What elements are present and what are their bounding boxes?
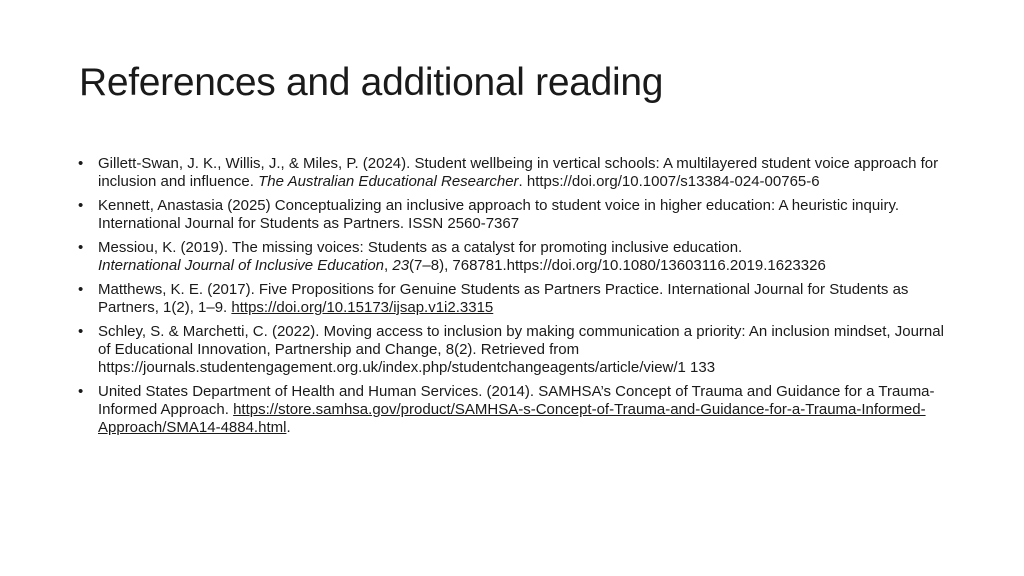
reference-doi-link[interactable]: https://doi.org/10.15173/ijsap.v1i2.3315 [231,299,494,316]
reference-text [98,155,958,191]
bullet-icon: • [78,239,84,256]
reference-item [78,323,958,377]
reference-doi: (7–8), 768781.https://doi.org/10.1080/13603116.2019.1623326 [409,257,826,274]
reference-item [78,239,958,275]
bullet-icon: • [78,155,84,172]
reference-citation: Matthews, K. E. (2017). Five Propositions for Genuine Students as Partners Practice. International Journal for Students as Partners, 1(2), 1–9. [98,281,909,316]
reference-text [98,239,958,275]
bullet-icon: • [78,281,84,298]
reference-citation: Gillett-Swan, J. K., Willis, J., & Miles, P. (2024). Student wellbeing in vertical schools: A multilayered student voice approach for inclusion and influence. [98,155,939,190]
reference-text: Schley, S. & Marchetti, C. (2022). Moving access to inclusion by making communication a priority: An inclusion mindset, Journal of Educational Innovation, Partnership and Change, 8(2). Retrieved from https://journals.studentengagement.org.uk/index.php/studentchangeagents/article/view/1 133 [98,323,944,376]
reference-journal: International Journal of Inclusive Education [98,257,385,274]
reference-end: . [286,419,291,436]
reference-separator: , [384,257,393,274]
reference-doi: . https://doi.org/10.1007/s13384-024-00765-6 [518,173,820,190]
bullet-icon: • [78,197,84,214]
bullet-icon: • [78,383,84,400]
reference-citation: Messiou, K. (2019). The missing voices: Students as a catalyst for promoting inclusive education. [98,239,743,256]
reference-journal: The Australian Educational Researcher [258,173,519,190]
bullet-icon: • [78,323,84,340]
reference-volume: 23 [392,257,410,274]
reference-text: Kennett, Anastasia (2025) Conceptualizing an inclusive approach to student voice in higher education: A heuristic inquiry. International Journal for Students as Partners. ISSN 2560-7367 [98,197,900,232]
references-list [78,155,958,443]
reference-item [78,383,958,437]
reference-item [78,197,958,233]
reference-url-link[interactable]: https://store.samhsa.gov/product/SAMHSA-s-Concept-of-Trauma-and-Guidance-for-a-Trauma-Informed-Approach/SMA14-4884.html [98,401,926,436]
slide-title: References and additional reading [79,61,664,104]
reference-item [78,155,958,191]
reference-text [98,383,958,437]
reference-text [98,281,958,317]
reference-item [78,281,958,317]
reference-citation: United States Department of Health and Human Services. (2014). SAMHSA’s Concept of Trauma and Guidance for a Trauma-Informed Approach. [98,383,935,418]
